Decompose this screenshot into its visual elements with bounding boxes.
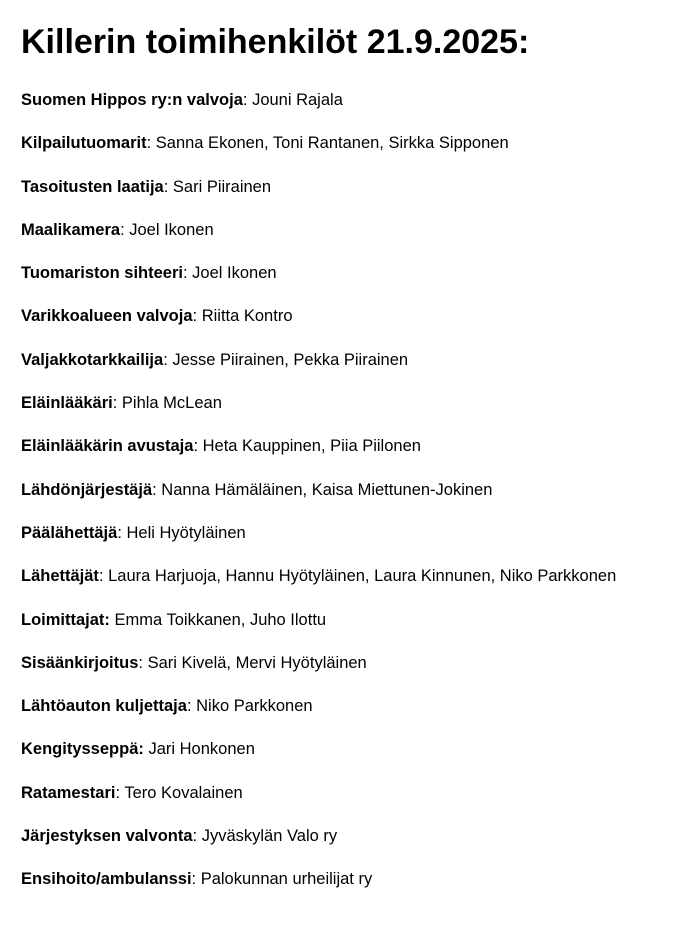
role-separator: : (191, 870, 201, 889)
official-row (21, 477, 691, 520)
role-people: Palokunnan urheilijat ry (200, 870, 373, 889)
role-separator: : (192, 307, 202, 326)
official-row (21, 303, 691, 346)
role-people: Pihla McLean (121, 394, 222, 413)
role-people: Joel Ikonen (129, 220, 214, 239)
official-row (21, 866, 691, 909)
official-row (21, 736, 691, 779)
role-people: Niko Parkkonen (196, 697, 313, 716)
role-title: Lähettäjät (21, 567, 99, 586)
role-title: Tasoitusten laatija (21, 177, 164, 196)
role-people: Heta Kauppinen, Piia Piilonen (202, 437, 421, 456)
role-title: Maalikamera (21, 220, 121, 239)
role-people: Sari Kivelä, Mervi Hyötyläinen (147, 653, 367, 672)
official-row (21, 390, 691, 433)
role-people: Riitta Kontro (201, 307, 293, 326)
official-row (21, 87, 691, 130)
role-separator: : (115, 783, 125, 802)
official-row (21, 260, 691, 303)
role-title: Ratamestari (21, 783, 116, 802)
role-separator: : (193, 437, 203, 456)
role-title: Eläinlääkärin avustaja (21, 437, 194, 456)
role-people: Joel Ikonen (192, 264, 277, 283)
role-separator: : (186, 697, 197, 716)
role-title: Suomen Hippos ry:n valvoja (21, 91, 243, 109)
role-separator: : (120, 220, 130, 239)
role-title: Järjestyksen valvonta (21, 827, 193, 846)
official-row (21, 650, 691, 693)
role-separator: : (112, 394, 122, 413)
official-row (21, 780, 691, 823)
role-title: Tuomariston sihteeri (21, 264, 183, 283)
official-row (21, 174, 691, 217)
role-people: Jyväskylän Valo ry (201, 827, 338, 846)
official-row (21, 520, 691, 563)
role-title: Päälähettäjä (21, 523, 118, 542)
role-people: Sanna Ekonen, Toni Rantanen, Sirkka Sipponen (155, 134, 509, 153)
role-title: Valjakkotarkkailija (21, 350, 164, 369)
officials-list (21, 87, 691, 910)
role-separator: : (117, 523, 127, 542)
role-title: Lähdönjärjestäjä (21, 480, 153, 499)
official-row (21, 347, 691, 390)
role-separator: : (146, 134, 156, 153)
role-people: Jesse Piirainen, Pekka Piirainen (172, 350, 409, 369)
role-people: Heli Hyötyläinen (126, 523, 246, 542)
role-title: Kengitysseppä: (21, 740, 144, 759)
role-separator: : (182, 264, 193, 283)
official-row (21, 563, 691, 606)
role-separator: : (98, 567, 109, 586)
role-separator: : (242, 91, 253, 109)
role-separator: : (163, 350, 173, 369)
role-title: Lähtöauton kuljettaja (21, 697, 187, 716)
official-row (21, 823, 691, 866)
official-row (21, 433, 691, 476)
official-row (21, 217, 691, 260)
role-title: Ensihoito/ambulanssi (21, 870, 192, 889)
role-title: Varikkoalueen valvoja (21, 307, 193, 326)
role-people: Tero Kovalainen (124, 783, 243, 802)
role-people: Laura Harjuoja, Hannu Hyötyläinen, Laura Kinnunen, Niko Parkkonen (108, 567, 617, 586)
official-row (21, 607, 691, 650)
page-title: Killerin toimihenkilöt 21.9.2025: (21, 23, 530, 61)
role-separator: : (192, 827, 202, 846)
role-people: Nanna Hämäläinen, Kaisa Miettunen-Jokinen (161, 480, 493, 499)
role-title: Sisäänkirjoitus (21, 653, 139, 672)
role-title: Eläinlääkäri (21, 394, 113, 413)
official-row (21, 693, 691, 736)
role-separator: : (163, 177, 173, 196)
role-separator: : (138, 653, 148, 672)
official-row (21, 130, 691, 173)
role-people: Jari Honkonen (148, 740, 255, 759)
role-title: Loimittajat: (21, 610, 110, 629)
role-title: Kilpailutuomarit (21, 134, 147, 153)
role-people: Jouni Rajala (252, 91, 343, 109)
role-people: Sari Piirainen (172, 177, 272, 196)
role-separator: : (152, 480, 162, 499)
role-people: Emma Toikkanen, Juho Ilottu (114, 610, 327, 629)
